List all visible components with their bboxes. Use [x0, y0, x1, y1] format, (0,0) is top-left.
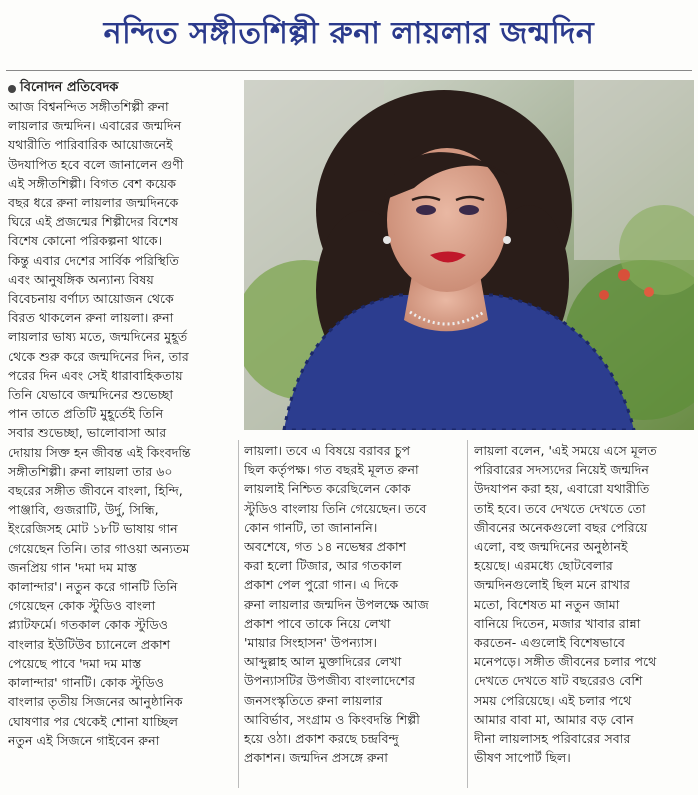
column-divider: [467, 440, 468, 788]
portrait-photo: [244, 80, 694, 430]
byline: [8, 78, 118, 99]
article-column-2: লায়লা। তবে এ বিষয়ে বরাবর চুপ ছিল কর্তৃপক্ষ। গত বছরই মূলত রুনা লায়লাই নিশ্চিত করেছিলেন কোক স্টুডিও বাংলায় তিনি গেয়েছেন। তবে কোন গানটি, তা জানাননি। অবশেষে, গত ১৪ নভেম্বর প্রকাশ করা হলো টিজার, আর গতকাল প্রকাশ পেল পুরো গান। এ দিকে রুনা লায়লার জন্মদিন উপলক্ষে আজ প্রকাশ পাবে তাকে নিয়ে লেখা 'মায়ার সিংহাসন' উপন্যাস। আব্দুল্লাহ আল মুক্তাদিরের লেখা উপন্যাসটির উপজীব্য বাংলাদেশের জনসংস্কৃতিতে রুনা লায়লার আবির্ভাব, সংগ্রাম ও কিংবদন্তি শিল্পী হয়ে ওঠা। প্রকাশ করছে চন্দ্রবিন্দু প্রকাশন। জন্মদিন প্রসঙ্গে রুনা: [244, 443, 429, 766]
headline-rule: [6, 70, 692, 71]
bullet-icon: [8, 85, 16, 93]
article-column-1: আজ বিশ্বনন্দিত সঙ্গীতশিল্পী রুনা লায়লার জন্মদিন। এবারের জন্মদিন যথারীতি পারিবারিক আয়োজনেই উদযাপিত হবে বলে জানালেন গুণী এই সঙ্গীতশিল্পী। বিগত বেশ কয়েক বছর ধরে রুনা লায়লার জন্মদিনকে ঘিরে এই প্রজন্মের শিল্পীদের বিশেষ বিশেষ কোনো পরিকল্পনা থাকে। কিন্তু এবার দেশের সার্বিক পরিস্থিতি এবং আনুষঙ্গিক অন্যান্য বিষয় বিবেচনায় বর্ণাঢ্য আয়োজন থেকে বিরত থাকলেন রুনা লায়লা। রুনা লায়লার ভাষ্য মতে, জন্মদিনের মুহূর্ত থেকে শুরু করে জন্মদিনের দিন, তার পরের দিন এবং সেই ধারাবাহিকতায় তিনি যেভাবে জন্মদিনের শুভেচ্ছা পান তাতে প্রতিটি মুহূর্তেই তিনি সবার শুভেচ্ছা, ভালোবাসা আর দোয়ায় সিক্ত হন জীবন্ত এই কিংবদন্তি সঙ্গীতশিল্পী। রুনা লায়লা তার ৬০ বছরের সঙ্গীত জীবনে বাংলা, হিন্দি, পাঞ্জাবি, গুজরাটি, উর্দু, সিন্ধি, ইংরেজিসহ মোট ১৮টি ভাষায় গান গেয়েছেন তিনি। তার গাওয়া অন্যতম জনপ্রিয় গান 'দমা দম মাস্ত কালান্দার'। নতুন করে গানটি তিনি গেয়েছেন কোক স্টুডিও বাংলা প্ল্যাটফর্মে। গতকাল কোক স্টুডিও বাংলার ইউটিউব চ্যানেলে প্রকাশ পেয়েছে পাবে 'দমা দম মাস্ত কালান্দার' গানটি। কোক স্টুডিও বাংলার তৃতীয় সিজনের আনুষ্ঠানিক ঘোষণার পর থেকেই শোনা যাচ্ছিল নতুন এই সিজনে গাইবেন রুনা: [8, 99, 191, 748]
article-column-3: লায়লা বলেন, 'এই সময়ে এসে মূলত পরিবারের সদস্যদের নিয়েই জন্মদিন উদযাপন করা হয়, এবারো যথারীতি তাই হবে। তবে দেখতে দেখতে তো জীবনের অনেকগুলো বছর পেরিয়ে এলো, বহু জন্মদিনের অনুষ্ঠানই হয়েছে। এরমধ্যে ছোটবেলার জন্মদিনগুলোই ছিল মনে রাখার মতো, বিশেষত মা নতুন জামা বানিয়ে দিতেন, মজার খাবার রান্না করতেন- এগুলোই বিশেষভাবে মনেপড়ে। সঙ্গীত জীবনের চলার পথে দেখতে দেখতে ষাট বছরেরও বেশি সময় পেরিয়েছে। এই চলার পথে আমার বাবা মা, আমার বড় বোন দীনা লায়লাসহ পরিবারের সবার ভীষণ সাপোর্ট ছিল।: [474, 443, 657, 766]
column-divider: [238, 440, 239, 788]
byline-text: বিনোদন প্রতিবেদক: [20, 80, 119, 95]
portrait-illustration: [244, 80, 694, 430]
headline: নন্দিত সঙ্গীতশিল্পী রুনা লায়লার জন্মদিন: [103, 15, 595, 51]
